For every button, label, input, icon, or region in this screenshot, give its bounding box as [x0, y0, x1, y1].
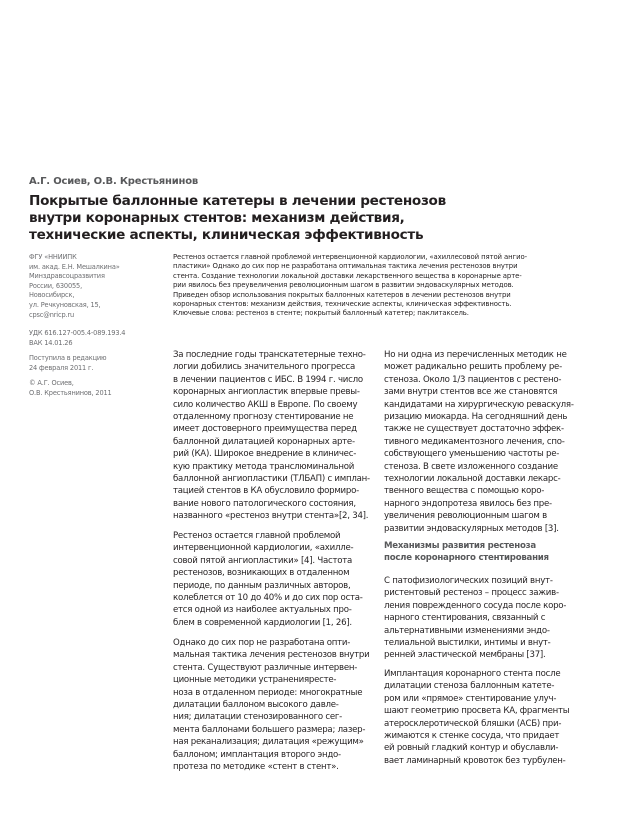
text-line: атеросклеротической бляшки (АСБ) при- [384, 718, 562, 729]
text-line: ная реканализация; дилатация «режущим» [173, 737, 364, 748]
text-line: Однако до сих пор не разработана опти- [173, 638, 351, 648]
text-line: ления поврежденного сосуда после коро- [384, 600, 567, 611]
text-line: после коронарного стентирования [384, 553, 549, 564]
text-line: © А.Г. Осиев, [29, 379, 74, 387]
text-line: Рестеноз остается главной проблемой интервенционной кардиологии, «ахиллесовой пятой ангио- [173, 253, 527, 261]
received-date [29, 354, 106, 373]
text-line: ноза в отдаленном периоде: многократные [173, 687, 363, 698]
text-line: увеличения революционным шагом в [384, 511, 547, 522]
text-line: ФГУ «ННИИПК [29, 253, 77, 261]
text-line: нарного эндопротеза явилось без пре- [384, 498, 552, 509]
text-line: баллоном; имплантация второго эндо- [173, 749, 341, 760]
text-line: ристентовый рестеноз – процесс зажив- [384, 588, 559, 599]
text-line: Рестеноз остается главной проблемой [173, 531, 341, 541]
text-line: ул. Речкуновская, 15, [29, 300, 101, 309]
col1-paragraph-1 [173, 349, 370, 523]
text-line: коронарных ангиопластик впервые превы- [173, 387, 360, 398]
text-line: Но ни одна из перечисленных методик не [384, 350, 567, 360]
text-line: мента баллонами большего размера; лазер- [173, 724, 366, 735]
text-line: зами внутри стентов все же становятся [384, 387, 558, 398]
text-line: рии явилось без преувеличения революционным шагом в развитии эндоваскулярных методов. [173, 281, 514, 290]
text-line: в лечении пациентов с ИБС. В 1994 г. число [173, 374, 363, 385]
text-line: Покрытые баллонные катетеры в лечении рестенозов [29, 193, 446, 209]
col2-paragraph-2 [384, 575, 566, 662]
text-line: дилатации баллоном высокого давле- [173, 700, 339, 711]
classification-codes [29, 329, 125, 348]
text-line: интервенционной кардиологии, «ахилле- [173, 543, 354, 554]
text-line: С патофизиологических позиций внут- [384, 576, 553, 586]
text-line: За последние годы транскатетерные техно- [173, 350, 366, 360]
text-line: альтернативными изменениями эндо- [384, 625, 550, 636]
text-line: рий (КА). Широкое внедрение в клиничес- [173, 449, 357, 460]
text-line: рестенозов, возникающих в отдаленном [173, 568, 350, 579]
col1-paragraph-2 [173, 530, 363, 629]
text-line: ется одной из наиболее актуальных про- [173, 605, 352, 616]
text-line: совой пятой ангиопластики» [4]. Частота [173, 555, 352, 566]
text-line: технологии локальной доставки лекарс- [384, 474, 561, 485]
text-line: мальная тактика лечения рестенозов внутри [173, 650, 370, 661]
text-line: УДК 616.127-005.4-089.193.4 [29, 329, 126, 337]
text-line: Имплантация коронарного стента после [384, 669, 561, 679]
text-line: стента. Создание технологии локальной доставки лекарственного вещества в коронарные арте- [173, 271, 522, 280]
text-line: собствующего уменьшению частоты ре- [384, 449, 560, 460]
text-line: им. акад. Е.Н. Мешалкина» [29, 262, 120, 271]
text-line: cpsc@nricp.ru [29, 310, 75, 319]
text-line: технические аспекты, клиническая эффективность [29, 227, 424, 243]
text-line: стента. Существуют различные интервен- [173, 662, 358, 673]
text-line: блем в современной кардиологии [1, 26]. [173, 617, 352, 628]
col1-paragraph-3 [173, 637, 369, 773]
text-line: также не существует достаточно эффек- [384, 424, 564, 435]
col2-paragraph-1 [384, 349, 574, 535]
text-line: ей ровный гладкий контур и обуславли- [384, 743, 559, 754]
text-line: Приведен обзор использования покрытых баллонных катетеров в лечении рестенозов внутри [173, 290, 511, 299]
text-line: внутри коронарных стентов: механизм действия, [29, 210, 405, 226]
text-line: развитии эндоваскулярных методов [3]. [384, 523, 559, 534]
text-line: Новосибирск, [29, 291, 75, 300]
text-line: России, 630055, [29, 281, 83, 290]
text-line: тивного медикаментозного лечения, спо- [384, 436, 565, 447]
text-line: ризацию миокарда. На сегодняшний день [384, 412, 568, 423]
text-line: Ключевые слова: рестеноз в стенте; покрытый баллонный катетер; паклитаксель. [173, 309, 469, 318]
section-heading [384, 540, 549, 565]
text-line: 24 февраля 2011 г. [29, 363, 94, 372]
copyright [29, 379, 112, 398]
text-line: ренней эластической мембраны [37]. [384, 650, 546, 661]
text-line: периоде, по данным различных авторов, [173, 580, 351, 591]
affiliation [29, 253, 120, 320]
text-line: вает ламинарный кровоток без турбулен- [384, 755, 566, 766]
text-line: ционные методики устраненияресте- [173, 675, 337, 686]
text-line: отдаленному прогнозу стентирование не [173, 412, 354, 423]
text-line: имеет достоверного преимущества перед [173, 424, 357, 435]
text-line: кую практику метода транслюминальной [173, 461, 355, 472]
text-line: названного «рестеноз внутри стента»[2, 34]. [173, 511, 369, 522]
text-line: ром или «прямое» стентирование улуч- [384, 693, 557, 704]
text-line: Механизмы развития рестеноза [384, 541, 536, 551]
text-line: стеноза. Около 1/3 пациентов с рестено- [384, 374, 562, 385]
text-line: ВАК 14.01.26 [29, 338, 73, 347]
text-line: Минздравсоцразвития [29, 272, 105, 281]
text-line: нарного стентирования, связанный с [384, 613, 546, 624]
text-line: баллонной дилатацией коронарных арте- [173, 436, 355, 447]
abstract [173, 253, 527, 319]
text-line: твенного вещества с помощью коро- [384, 486, 545, 497]
text-line: Поступила в редакцию [29, 354, 107, 362]
text-line: О.В. Крестьянинов, 2011 [29, 388, 112, 397]
text-line: колеблется от 10 до 40% и до сих пор оста- [173, 593, 363, 604]
text-line: протеза по методике «стент в стент». [173, 762, 339, 773]
text-line: ния; дилатации стенозированного сег- [173, 712, 343, 723]
text-line: может радикально решить проблему ре- [384, 362, 562, 373]
text-line: пластики» Однако до сих пор не разработана оптимальная тактика лечения рестенозов внутри [173, 262, 518, 271]
text-line: дилатации стеноза баллонным катете- [384, 681, 555, 692]
text-line: жимаются к стенке сосуда, что придает [384, 731, 560, 742]
col2-paragraph-3 [384, 668, 569, 767]
text-line: коронарных стентов: механизм действия, технические аспекты, клиническая эффективность. [173, 300, 512, 309]
text-line: логии добились значительного прогресса [173, 362, 356, 373]
text-line: телиальной выстилки, интимы и внут- [384, 638, 551, 649]
article-authors: А.Г. Осиев, О.В. Крестьянинов [29, 176, 199, 187]
text-line: шают геометрию просвета КА, фрагменты [384, 706, 570, 717]
article-title [29, 193, 446, 244]
text-line: баллонной ангиопластики (ТЛБАП) с имплан- [173, 474, 370, 485]
text-line: сило количество АКШ в Европе. По своему [173, 399, 358, 410]
text-line: кандидатами на хирургическую реваскуля- [384, 399, 574, 410]
text-line: тацией стентов в КА обусловило формиро- [173, 486, 359, 497]
text-line: вание нового патологического состояния, [173, 498, 356, 509]
text-line: стеноза. В свете изложенного создание [384, 461, 558, 472]
